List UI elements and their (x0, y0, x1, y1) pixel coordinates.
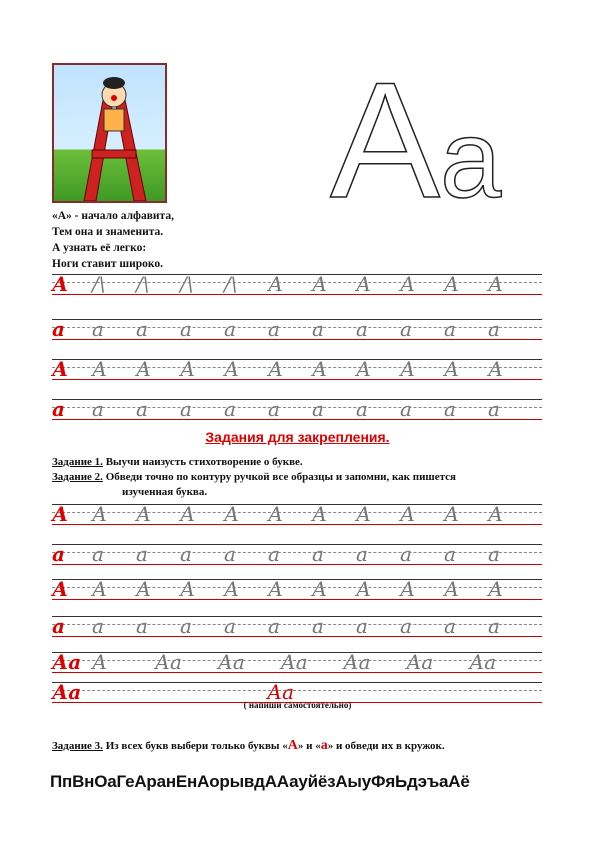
trace-letter: а (92, 397, 104, 421)
trace-letter: А (488, 577, 504, 601)
task-3-letter-upper: А (287, 738, 298, 753)
trace-letter: А (488, 272, 504, 296)
trace-letter: А (488, 502, 504, 526)
task-3 (52, 738, 445, 754)
big-letters (330, 48, 502, 232)
trace-letter: а (400, 397, 412, 421)
task-2 (52, 471, 456, 483)
trace-letter: а (400, 614, 412, 638)
trace-letter: а (356, 614, 368, 638)
trace-letter: А (400, 502, 416, 526)
poem-line: А узнать её легко: (52, 242, 147, 254)
practice-row (52, 317, 542, 341)
trace-letter: а (268, 317, 280, 341)
task-2-text: Обведи точно по контуру ручкой все образцы и запомни, как пишется (105, 471, 456, 483)
trace-letter: а (268, 614, 280, 638)
sample-letter: а (52, 317, 65, 341)
trace-letter: а (312, 397, 324, 421)
sample-letter: А (52, 577, 69, 601)
sample-letter: а (52, 542, 65, 566)
trace-letter: А (268, 357, 284, 381)
trace-letter: а (312, 614, 324, 638)
trace-letter: Аа (406, 650, 434, 674)
hint: ( напиши самостоятельно) (243, 700, 352, 710)
trace-letter: а (444, 614, 456, 638)
task-3-text-b: » и « (297, 740, 321, 752)
trace-letter: А (180, 357, 196, 381)
trace-letter: а (444, 317, 456, 341)
trace-letter: а (224, 542, 236, 566)
trace-letter: а (136, 542, 148, 566)
trace-letter: А (180, 502, 196, 526)
sample-letter: а (52, 614, 65, 638)
task-3-label: Задание 3. (52, 740, 103, 752)
trace-letter: А (136, 502, 152, 526)
alphabet-row: ПпВнОаГеАранЕнАорывдААауйёзАыуФяЬдэъаАё (50, 772, 470, 791)
task-1-text: Выучи наизусть стихотворение о букве. (105, 456, 303, 468)
task-3-text-a: Из всех букв выбери только буквы « (105, 740, 288, 752)
trace-letter: /\ (136, 272, 150, 296)
task-3-text-c: » и обведи их в кружок. (327, 740, 445, 752)
trace-letter: а (356, 397, 368, 421)
trace-letter: а (488, 614, 500, 638)
sample-letter: а (52, 397, 65, 421)
trace-letter: А (488, 357, 504, 381)
trace-letter: А (92, 577, 108, 601)
trace-letter: А (400, 577, 416, 601)
poem-line: «А» - начало алфавита, (52, 210, 174, 222)
trace-letter: А (356, 502, 372, 526)
trace-letter: а (444, 542, 456, 566)
trace-letter: А (356, 272, 372, 296)
trace-letter: а (488, 542, 500, 566)
trace-letter: А (268, 577, 284, 601)
practice-row (52, 614, 542, 638)
poem-line: Ноги ставит широко. (52, 258, 164, 270)
practice-row (52, 502, 542, 526)
big-upper-letter: А (330, 48, 441, 232)
trace-letter: а (224, 317, 236, 341)
task-2-label: Задание 2. (52, 471, 103, 483)
trace-letter: А (224, 502, 240, 526)
trace-letter: Аа (469, 650, 497, 674)
trace-letter: а (136, 614, 148, 638)
trace-letter: а (444, 397, 456, 421)
trace-letter: А (312, 502, 328, 526)
task-2-cont: изученная буква. (122, 486, 208, 498)
task-1-label: Задание 1. (52, 456, 103, 468)
poem (52, 208, 174, 272)
clown-illustration (52, 63, 167, 203)
trace-letter: а (224, 614, 236, 638)
trace-letter: а (180, 397, 192, 421)
sample-letter: А (52, 272, 69, 296)
trace-letter: А (444, 502, 460, 526)
trace-letter: А (92, 650, 108, 674)
trace-letter: А (268, 502, 284, 526)
trace-letter: А (136, 577, 152, 601)
trace-letter: /\ (92, 272, 106, 296)
trace-letter: А (92, 502, 108, 526)
trace-letter: А (444, 357, 460, 381)
trace-letter: Аа (343, 650, 371, 674)
trace-letter: а (92, 542, 104, 566)
sample-letter: А (52, 357, 69, 381)
practice-row (52, 650, 542, 674)
poem-line: Тем она и знаменита. (52, 226, 164, 238)
trace-letter: а (224, 397, 236, 421)
trace-letter: а (488, 317, 500, 341)
trace-letter: а (356, 317, 368, 341)
sample-letter: Аа (52, 680, 82, 704)
trace-letter: Аа (280, 650, 308, 674)
big-lower-letter: а (440, 98, 502, 221)
task-1 (52, 456, 303, 468)
trace-letter: А (92, 357, 108, 381)
trace-letter: а (488, 397, 500, 421)
practice-row (52, 397, 542, 421)
trace-letter: Аа (267, 680, 295, 704)
trace-letter: а (356, 542, 368, 566)
task-3-letter-lower: а (320, 738, 328, 753)
trace-letter: А (356, 577, 372, 601)
trace-letter: /\ (224, 272, 238, 296)
trace-letter: а (180, 614, 192, 638)
section-title: Задания для закрепления. (205, 429, 390, 445)
practice-row (52, 357, 542, 381)
trace-letter: А (312, 272, 328, 296)
trace-letter: А (268, 272, 284, 296)
sample-letter: Аа (52, 650, 82, 674)
trace-letter: а (180, 317, 192, 341)
trace-letter: а (180, 542, 192, 566)
trace-letter: А (136, 357, 152, 381)
practice-row (52, 577, 542, 601)
trace-letter: а (312, 317, 324, 341)
trace-letter: А (444, 272, 460, 296)
trace-letter: А (180, 577, 196, 601)
trace-letter: А (312, 357, 328, 381)
trace-letter: а (312, 542, 324, 566)
practice-row (52, 542, 542, 566)
sample-letter: А (52, 502, 69, 526)
trace-letter: а (92, 614, 104, 638)
trace-letter: А (224, 577, 240, 601)
trace-letter: а (400, 317, 412, 341)
trace-letter: А (312, 577, 328, 601)
trace-letter: а (136, 397, 148, 421)
trace-letter: А (444, 577, 460, 601)
trace-letter: А (224, 357, 240, 381)
practice-row (52, 272, 542, 296)
trace-letter: А (356, 357, 372, 381)
trace-letter: Аа (154, 650, 182, 674)
trace-letter: а (268, 397, 280, 421)
trace-letter: а (92, 317, 104, 341)
trace-letter: Аа (217, 650, 245, 674)
trace-letter: А (400, 272, 416, 296)
trace-letter: а (268, 542, 280, 566)
trace-letter: А (400, 357, 416, 381)
trace-letter: /\ (180, 272, 194, 296)
trace-letter: а (136, 317, 148, 341)
trace-letter: а (400, 542, 412, 566)
